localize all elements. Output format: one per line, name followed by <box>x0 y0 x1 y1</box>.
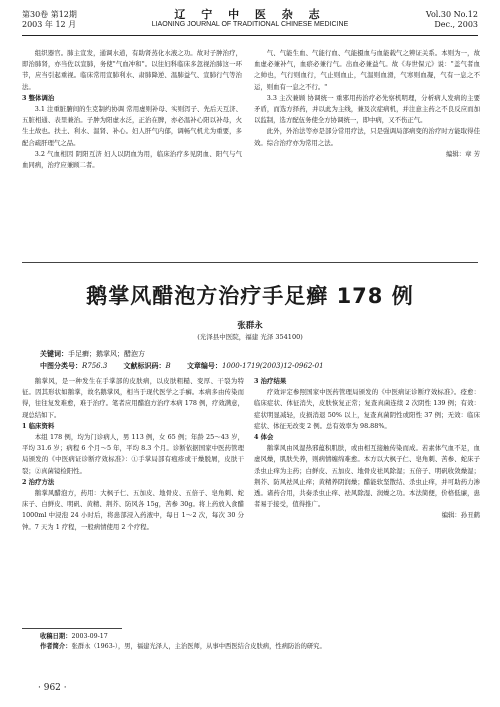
section-heading: 3 整体调治 <box>22 93 55 102</box>
article-right-column <box>254 376 480 670</box>
date-en: Dec., 2003 <box>434 20 478 29</box>
paragraph: 疗效评定参照国家中医药管理局颁发的《中医病证诊断疗效标准》。痊愈：临床症状、体征消失，皮肤恢复正常；复查真菌连续 2 次阴性 139 例；有效：症状明显减轻，皮损消退 50% 以上，复查真菌阴性或阳性 37 例；无效：临床症状、体征无改变 2 例。总有效率为 98.88%。 <box>254 388 480 430</box>
doc-code-label: 文献标识码： <box>123 362 166 370</box>
header-rule <box>22 35 478 36</box>
article-author: 张群永 <box>237 321 263 331</box>
paragraph: 此外，外治法等亦是部分常用疗法，只是强调局部病变的治疗时方能取得佳效。综合治疗亦为常用之法。 <box>254 127 480 147</box>
section-heading: 2 治疗方法 <box>22 477 55 486</box>
paragraph: 鹅掌风由风湿热邪蕴积肌肤，或由相互接触传染而成。若素体气血不足，血虚风燥，肌肤失养，则病情缠绵难愈。本方以大枫子仁、皂角刺、苦参、蛇床子杀虫止痒为主药；白鲜皮、五加皮、地骨皮祛风除湿；五倍子、明矾收敛燥湿；荆芥、防风祛风止痒；黄精养阴润燥；醋能软坚散结、杀虫止痒，并可助药力渗透。诸药合用，共奏杀虫止痒、祛风除湿、润燥之功。本法简便，价格低廉，患者易于接受，值得推广。 <box>254 444 480 509</box>
bio-label: 作者简介： <box>40 643 72 650</box>
article-id-label: 文章编号： <box>186 362 222 370</box>
article-id-item <box>187 361 324 371</box>
article-id-value: 1000-1719(2003)12-0962-01 <box>221 362 324 370</box>
author-affiliation: (光泽县中医院，福建 光泽 354100) <box>197 333 303 341</box>
paragraph: 3.3 主次兼顾 协调统一 重邪用药治疗必先察机明理，分析病人发病的主要矛盾，而选方择药，并以此为主线，兼及次症病机，并注意主药之不良反应而加以监制，选方配伍务使全方协调统一，即中病，又不伤正气。 <box>254 93 480 125</box>
previous-article-right-column <box>254 48 480 258</box>
paragraph: 3.1 注重脏腑间的生克制约协调 常用虚则补母、实则泻子、先后天互济、五脏相通、表里兼治。子肿为阳虚水泛，正治在脾，亦必温补心阳以补母，火生土故也。扶土、利水、温肾、补心。妇人肝气内郁，调畅气机尤为重要，多配合疏肝理气之品。 <box>22 105 242 147</box>
paragraph: 本组 178 例，均为门诊病人，男 113 例，女 65 例；年龄 25～43 岁，平均 31.6 岁；病程 6 个月～5 年，平均 8.3 个月。诊断依据国家中医药管理局颁发的《中医病证诊断疗效标准》：①手掌局部有疱疹或干燥脱屑，皮肤干裂；②真菌镜检阳性。 <box>22 433 244 475</box>
previous-article-left-column <box>22 48 242 248</box>
doc-code-value: B <box>165 362 171 370</box>
clc-label: 中图分类号： <box>40 362 82 370</box>
section-heading: 4 体会 <box>254 433 274 442</box>
journal-name-cn: 辽 宁 中 医 杂 志 <box>174 8 326 21</box>
journal-header <box>22 6 478 46</box>
paragraph: 组织器官。肺主宣发，通调水道，有助肾蒸化水液之功。故对子肿治疗，即治肺肾，亦当佐以宣肺，务使"气血冲和"。以往妇科临床多忽视治肺这一环节，应当引起重视。临床常用宣肺利水、肃肺降逆、温肺益气、宣肺行气等治法。 <box>22 49 242 91</box>
editor-signature: 编辑：章 芳 <box>446 149 480 158</box>
keywords-line <box>40 349 470 359</box>
clc-item <box>40 361 107 371</box>
article-title: 鹅掌风醋泡方治疗手足癣 178 例 <box>86 284 414 308</box>
journal-name-en: LIAONING JOURNAL OF TRADITIONAL CHINESE MEDICINE <box>151 21 349 28</box>
paragraph: 鹅掌风醋泡方，药用：大枫子仁、五加皮、地骨皮、五倍子、皂角刺、蛇床子、白鲜皮、明矾、黄精、荆芥、防风各 15g，苦参 30g。将上药放入食醋 1000ml 中浸泡 24 小时后，将患部浸入药液中，每日 1～2 次，每次 30 分钟。7 天为 1 疗程，一般病情使用 2 个疗程。 <box>22 489 244 531</box>
date-cn: 2003 年 12 月 <box>22 20 77 29</box>
section-heading: 1 临床资料 <box>22 421 55 430</box>
footnote-rule <box>22 628 122 629</box>
page-number: · 962 · <box>38 683 67 693</box>
received-date <box>40 632 470 642</box>
article-left-column <box>22 376 244 618</box>
paragraph: 3.2 气血相因 阴阳互济 妇人以阴血为用，临床治疗多见阴血、阳气与气血同病，治疗应兼顾二者。 <box>22 149 242 170</box>
editor-signature: 编辑：孙丑鹤 <box>441 511 480 520</box>
keywords-label: 关键词： <box>40 350 68 358</box>
volume-issue-en: Vol.30 No.12 <box>425 10 478 19</box>
received-label: 收稿日期： <box>40 633 72 640</box>
doc-code-item <box>124 361 171 371</box>
volume-info-en <box>426 10 478 30</box>
volume-issue-cn: 第30卷 第12期 <box>22 10 77 19</box>
author-bio <box>40 642 470 652</box>
paragraph: 鹅掌风，是一种发生在手掌部的皮肤病，以皮肤粗糙、变厚、干裂为特征。因其形状如鹅掌，故名鹅掌风，相当于现代医学之手癣。本病多由传染而得，往往复发难愈，难于治疗。笔者应用醋泡方治疗本病 178 例，疗效满意，现总结如下。 <box>22 377 244 419</box>
classification-line <box>40 361 470 371</box>
clc-value: R756.3 <box>82 362 108 370</box>
bio-value: 张群永（1963-），男，福建光泽人，主治医师，从事中西医结合皮肤病，性病防治的研究。 <box>71 643 326 650</box>
article-divider <box>22 262 478 263</box>
section-heading: 3 治疗结果 <box>254 377 287 385</box>
paragraph: 气、气能生血、气能行血、气能摄血与血能载气之辨证关系。本则为一，故血虚必兼补气，血瘀必兼行气。出血必兼益气。故《寿世保元》说："盖气者血之帅也，气行则血行，气止则血止，气温则血滑，气寒则血凝，气有一息之不运，则血有一息之不行。" <box>254 49 480 91</box>
keywords-value: 手足癣；鹅掌风；醋泡方 <box>68 350 145 358</box>
received-value: 2003-09-17 <box>71 633 108 640</box>
